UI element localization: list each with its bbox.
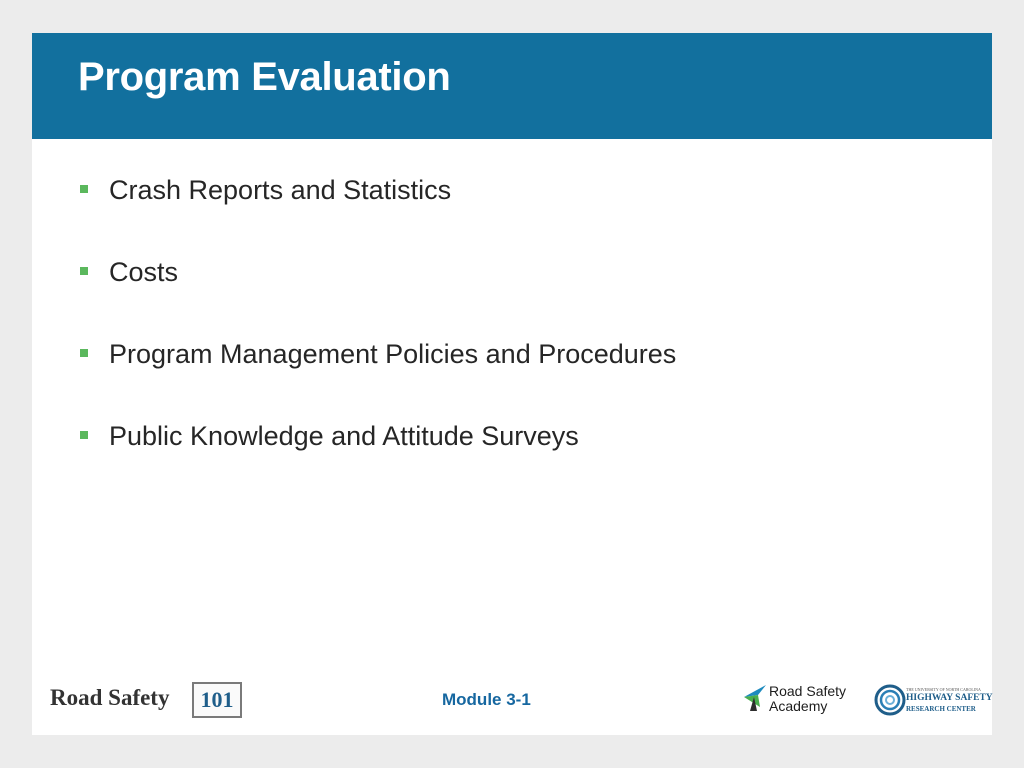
bullet-square-icon bbox=[80, 349, 88, 357]
bullet-text: Public Knowledge and Attitude Surveys bbox=[109, 421, 579, 451]
hsrc-sub-text: RESEARCH CENTER bbox=[906, 705, 976, 713]
slide-title: Program Evaluation bbox=[78, 55, 451, 99]
title-bar bbox=[32, 33, 992, 139]
academy-logo-text: Road Safety Academy bbox=[769, 683, 847, 714]
logo-text: Road Safety bbox=[50, 685, 170, 710]
logo-badge: 101 bbox=[192, 682, 242, 718]
bullet-text: Costs bbox=[109, 257, 179, 287]
bullet-square-icon bbox=[80, 185, 88, 193]
hsrc-swirl-icon bbox=[874, 679, 906, 721]
hsrc-main-text: HIGHWAY SAFETY bbox=[906, 693, 993, 703]
module-label: Module 3-1 bbox=[442, 690, 531, 709]
road-safety-academy-logo bbox=[742, 683, 852, 719]
bullet-square-icon bbox=[80, 431, 88, 439]
road-arrow-icon bbox=[742, 683, 768, 713]
hsrc-university-text: THE UNIVERSITY OF NORTH CAROLINA bbox=[906, 687, 981, 692]
road-safety-101-logo bbox=[50, 681, 250, 721]
bullet-text: Program Management Policies and Procedures bbox=[109, 339, 677, 369]
slide bbox=[32, 33, 992, 735]
hsrc-logo bbox=[874, 679, 993, 723]
bullet-text: Crash Reports and Statistics bbox=[109, 175, 452, 205]
bullet-square-icon bbox=[80, 267, 88, 275]
